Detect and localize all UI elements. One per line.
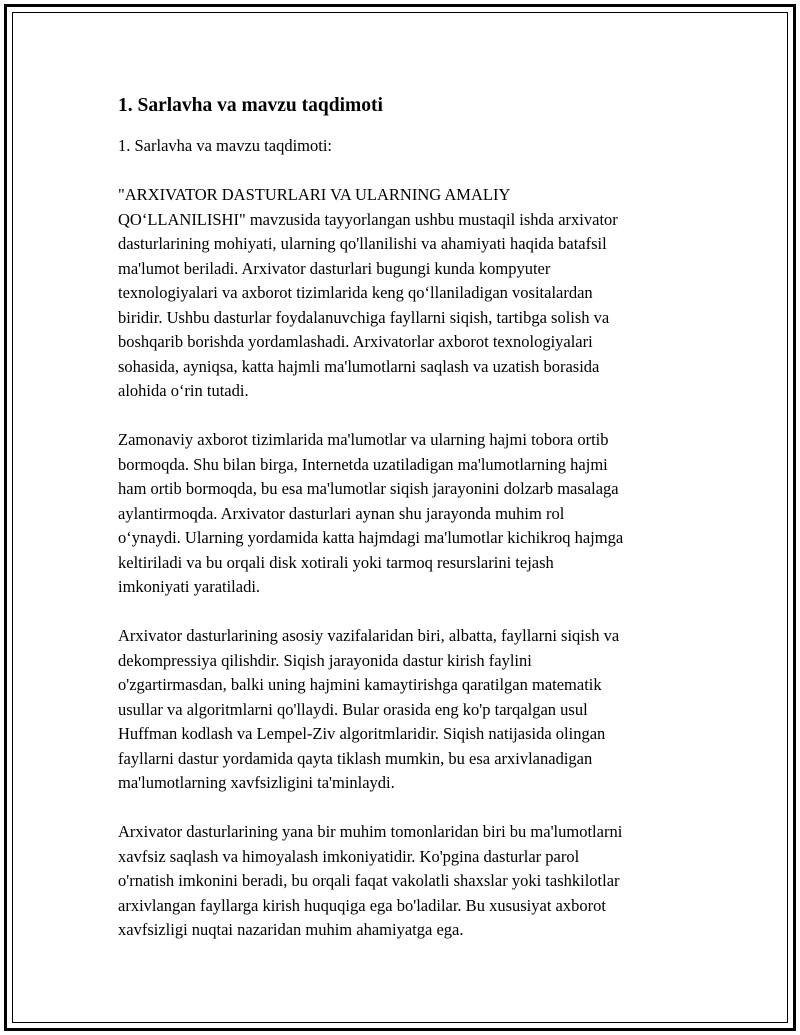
paragraph-line: fayllarni dastur yordamida qayta tiklash mumkin, bu esa arxivlanadigan: [118, 748, 593, 768]
paragraph-line: QO‘LLANILISHI" mavzusida tayyorlangan ushbu mustaqil ishda arxivator: [118, 209, 618, 229]
paragraph-line: dasturlarining mohiyati, ularning qo'llanilishi va ahamiyati haqida batafsil: [118, 234, 607, 253]
paragraph-line: Arxivator dasturlarining yana bir muhim tomonlaridan biri bu ma'lumotlarni: [118, 822, 623, 841]
paragraph-line: aylantirmoqda. Arxivator dasturlari aynan shu jarayonda muhim rol: [118, 503, 565, 523]
document-body: [118, 92, 688, 967]
paragraph-line: Arxivator dasturlarining asosiy vazifalaridan biri, albatta, fayllarni siqish va: [118, 626, 620, 645]
paragraph-line: xavfsizligi nuqtai nazaridan muhim ahamiyatga ega.: [118, 920, 464, 939]
paragraph-3: [118, 624, 688, 796]
paragraph-line: o‘ynaydi. Ularning yordamida katta hajmdagi ma'lumotlar kichikroq hajmga: [118, 528, 624, 547]
paragraph-line: dekompressiya qilishdir. Siqish jarayonida dastur kirish faylini: [118, 650, 532, 670]
paragraph-line: ham ortib bormoqda, bu esa ma'lumotlar siqish jarayonini dolzarb masalaga: [118, 479, 619, 498]
paragraph-line: biridir. Ushbu dasturlar foydalanuvchiga fayllarni siqish, tartibga solish va: [118, 307, 610, 327]
paragraph-line: texnologiyalari va axborot tizimlarida keng qo‘llaniladigan vositalardan: [118, 283, 593, 302]
paragraph-line: o'zgartirmasdan, balki uning hajmini kamaytirishga qaratilgan matematik: [118, 675, 602, 694]
paragraph-line: arxivlangan fayllarga kirish huquqiga ega bo'ladilar. Bu xususiyat axborot: [118, 895, 606, 915]
section-heading: 1. Sarlavha va mavzu taqdimoti: [118, 95, 383, 116]
paragraph-line: Huffman kodlash va Lempel-Ziv algoritmlaridir. Siqish natijasida olingan: [118, 724, 606, 743]
paragraph-line: "ARXIVATOR DASTURLARI VA ULARNING AMALIY: [118, 185, 511, 204]
paragraph-line: o'rnatish imkonini beradi, bu orqali faqat vakolatli shaxslar yoki tashkilotlar: [118, 871, 620, 890]
paragraph-line: alohida o‘rin tutadi.: [118, 381, 249, 400]
paragraph-4: [118, 820, 688, 943]
paragraph-2: [118, 428, 688, 600]
paragraph-line: xavfsiz saqlash va himoyalash imkoniyatidir. Ko'pgina dasturlar parol: [118, 846, 580, 866]
paragraph-line: ma'lumot beriladi. Arxivator dasturlari bugungi kunda kompyuter: [118, 258, 551, 278]
paragraph-1: [118, 183, 688, 404]
paragraph-line: imkoniyati yaratiladi.: [118, 577, 261, 596]
paragraph-line: sohasida, ayniqsa, katta hajmli ma'lumotlarni saqlash va uzatish borasida: [118, 356, 600, 376]
paragraph-line: bormoqda. Shu bilan birga, Internetda uzatiladigan ma'lumotlarning hajmi: [118, 454, 608, 474]
paragraph-line: keltiriladi va bu orqali disk xotirali yoki tarmoq resurslarini tejash: [118, 552, 554, 572]
section-intro: 1. Sarlavha va mavzu taqdimoti:: [118, 136, 332, 155]
paragraph-line: Zamonaviy axborot tizimlarida ma'lumotlar va ularning hajmi tobora ortib: [118, 430, 609, 449]
paragraph-line: boshqarib borishda yordamlashadi. Arxivatorlar axborot texnologiyalari: [118, 332, 593, 351]
paragraph-line: ma'lumotlarning xavfsizligini ta'minlaydi.: [118, 773, 395, 792]
paragraph-line: usullar va algoritmlarni qo'llaydi. Bular orasida eng ko'p tarqalgan usul: [118, 699, 588, 719]
